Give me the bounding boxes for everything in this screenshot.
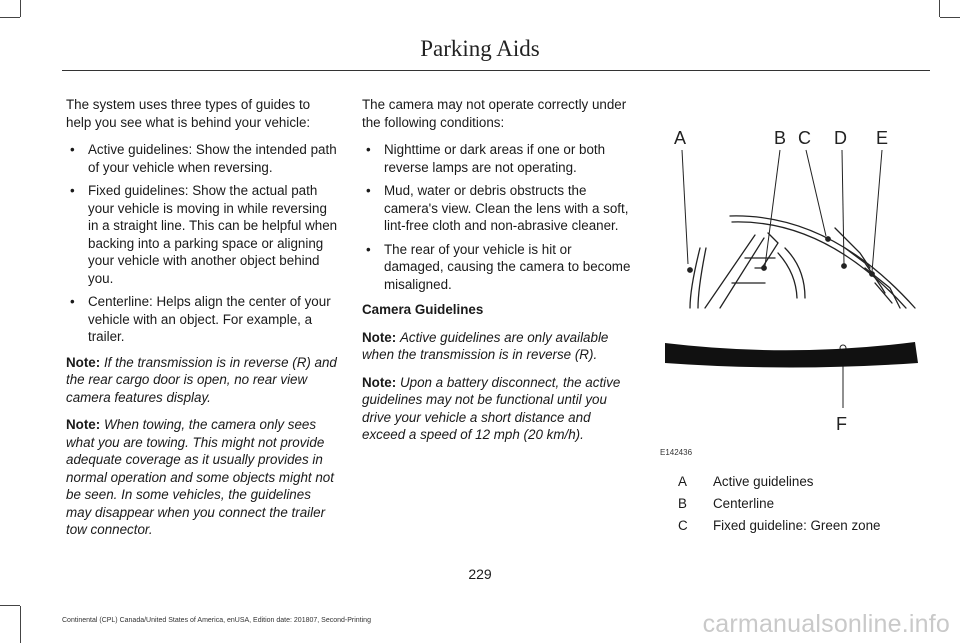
outer-arc-inner bbox=[732, 222, 906, 308]
list-item: • Active guidelines: Show the intended path of your vehicle when reversing. bbox=[66, 141, 338, 176]
crop-mark bbox=[0, 17, 20, 18]
rear-bumper bbox=[665, 342, 918, 368]
list-item: • The rear of your vehicle is hit or damaged, causing the camera to become misaligned. bbox=[362, 241, 634, 294]
note-paragraph bbox=[66, 354, 338, 407]
page-number: 229 bbox=[468, 566, 492, 582]
outer-arc bbox=[730, 216, 915, 308]
note-paragraph bbox=[362, 329, 634, 364]
note-label: Note: bbox=[66, 354, 101, 370]
note-paragraph bbox=[66, 416, 338, 539]
legend-row bbox=[678, 474, 938, 496]
watermark: carmanualsonline.info bbox=[702, 610, 950, 638]
edition-footer: Continental (CPL) Canada/United States of America, enUSA, Edition date: 201807, Second-Printing bbox=[62, 617, 371, 624]
note-label: Note: bbox=[362, 374, 397, 390]
legend-description: Centerline bbox=[713, 496, 775, 511]
page-title: Parking Aids bbox=[420, 36, 540, 61]
note-text: Active guidelines are only available when the transmission is in reverse (R). bbox=[362, 329, 609, 362]
note-paragraph bbox=[362, 374, 634, 444]
fixed-guideline-left-2 bbox=[720, 238, 764, 308]
list-item: • Centerline: Helps align the center of your vehicle with an object. For example, a trailer. bbox=[66, 293, 338, 346]
note-text: If the transmission is in reverse (R) and the rear cargo door is open, no rear view camera features display. bbox=[66, 354, 337, 405]
crop-mark bbox=[20, 0, 21, 17]
list-item: • Nighttime or dark areas if one or both reverse lamps are not operating. bbox=[362, 141, 634, 176]
list-item: • Fixed guidelines: Show the actual path your vehicle is moving in while reversing in a straight line. This can be helpful when backing into a parking space or aligning your vehicle with another object behind you. bbox=[66, 182, 338, 287]
crop-mark bbox=[940, 17, 960, 18]
column-middle bbox=[362, 96, 634, 454]
fixed-guideline-left bbox=[705, 235, 755, 308]
camera-guidelines-figure bbox=[660, 118, 930, 463]
figure-code: E142436 bbox=[660, 448, 693, 457]
crop-mark bbox=[0, 605, 20, 606]
guideline-lines bbox=[690, 216, 915, 308]
legend-description: Active guidelines bbox=[713, 474, 814, 489]
fixed-guideline-right-2 bbox=[845, 248, 885, 293]
legend-letter: C bbox=[678, 518, 688, 533]
column-left bbox=[66, 96, 338, 549]
note-text: When towing, the camera only sees what you are towing. This might not provide adequate coverage as it usually provides in normal operation and some objects might not be seen. In some vehicles, the guidelines may disappear when you connect the trailer tow connector. bbox=[66, 417, 334, 537]
label-c: C bbox=[798, 128, 811, 148]
intro-paragraph: The system uses three types of guides to help you see what is behind your vehicle: bbox=[66, 97, 311, 130]
legend-letter: A bbox=[678, 474, 687, 489]
fixed-guideline-left-5 bbox=[755, 233, 778, 268]
legend-letter: B bbox=[678, 496, 687, 511]
note-text: Upon a battery disconnect, the active guidelines may not be functional until you drive your vehicle a short distance and exceed a speed of 12 mph (20 km/h). bbox=[362, 374, 621, 442]
guide-types-list bbox=[66, 141, 338, 346]
section-heading: Camera Guidelines bbox=[362, 302, 484, 317]
legend-description: Fixed guideline: Green zone bbox=[713, 518, 881, 533]
active-guideline-right bbox=[785, 248, 805, 298]
intro-paragraph: The camera may not operate correctly under the following conditions: bbox=[362, 97, 627, 130]
crop-mark bbox=[20, 606, 21, 643]
figure-legend bbox=[678, 474, 938, 540]
list-item: • Mud, water or debris obstructs the camera's view. Clean the lens with a soft, lint-free cloth and non-abrasive cleaner. bbox=[362, 182, 634, 235]
conditions-list bbox=[362, 141, 634, 293]
label-e: E bbox=[876, 128, 889, 148]
legend-row bbox=[678, 496, 938, 518]
label-d: D bbox=[834, 128, 847, 148]
label-f: F bbox=[836, 414, 847, 434]
crop-mark bbox=[939, 0, 940, 17]
label-a: A bbox=[674, 128, 687, 148]
label-b: B bbox=[774, 128, 787, 148]
header-divider bbox=[62, 70, 930, 71]
legend-row bbox=[678, 518, 938, 540]
callout-lines bbox=[682, 150, 882, 408]
note-label: Note: bbox=[362, 329, 397, 345]
active-guideline-left-inner bbox=[698, 248, 706, 308]
note-label: Note: bbox=[66, 417, 101, 432]
